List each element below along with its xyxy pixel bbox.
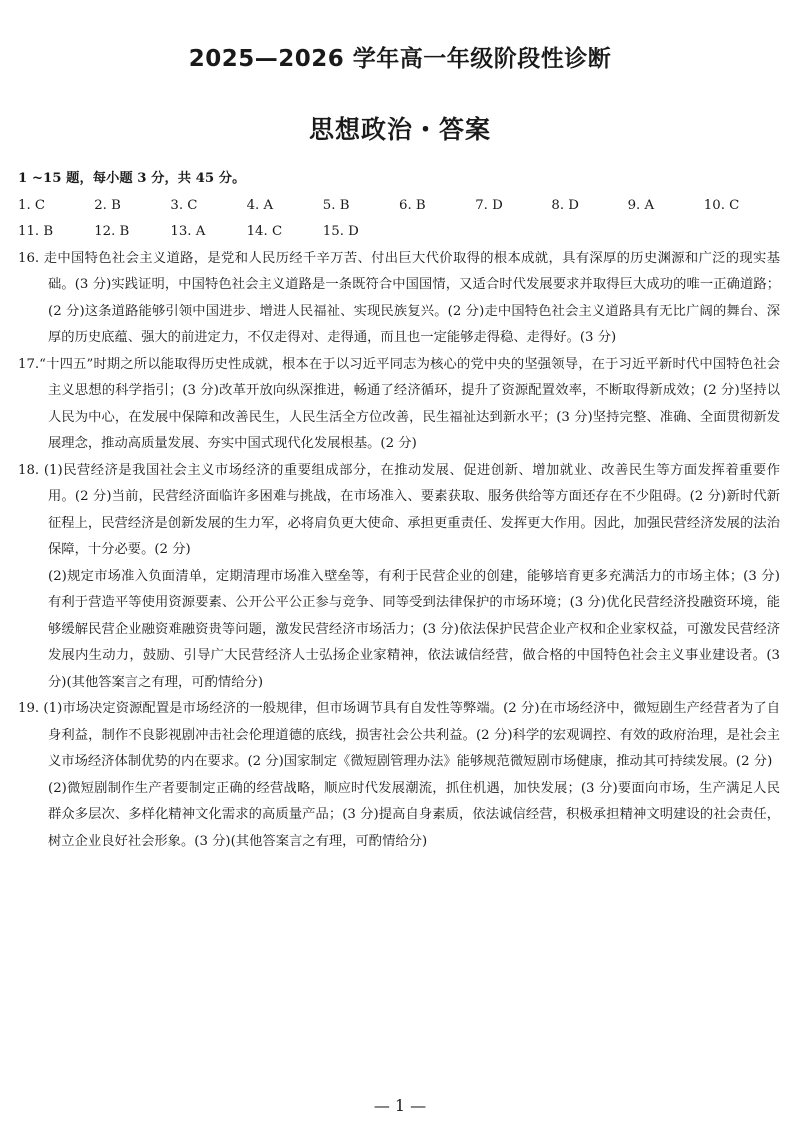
mc-answer: 10. C xyxy=(703,197,740,213)
mc-answer: 2. B xyxy=(94,197,121,213)
mc-answer: 15. D xyxy=(322,224,359,239)
mc-answer: 12. B xyxy=(94,224,130,239)
mc-answer: 5. B xyxy=(322,197,350,213)
page-number: — 1 — xyxy=(373,1096,427,1115)
mc-answer: 3. C xyxy=(170,197,198,213)
exam-title: 2025—2026 学年高一年级阶段性诊断 xyxy=(188,46,612,72)
multiple-choice-header: 1 ~15 题，每小题 3 分，共 45 分。 xyxy=(18,171,246,186)
mc-answer: 14. C xyxy=(246,224,283,239)
mc-answer: 1. C xyxy=(18,197,46,213)
mc-answer: 9. A xyxy=(627,197,655,213)
mc-answer: 13. A xyxy=(170,224,206,239)
answer-content xyxy=(18,166,780,855)
answer-question-19-part-1: 19. (1)市场决定资源配置是市场经济的一般规律，但市场调节具有自发性等弊端。(2 分)在市场经济中，微短剧生产经营者为了自身利益，制作不良影视剧冲击社会伦理道德的底线，损害社会公共利益。(2 分)科学的宏观调控、有效的政府治理，是社会主义市场经济体制优势的内在要求。(2 分)国家制定《微短剧管理办法》能够规范微短剧市场健康，推动其可持续发展。(2 分) xyxy=(18,701,780,769)
answer-question-16: 16. 走中国特色社会主义道路，是党和人民历经千辛万苦、付出巨大代价取得的根本成就，具有深厚的历史渊源和广泛的现实基础。(3 分)实践证明，中国特色社会主义道路是一条既符合中国国情，又适合时代发展要求并取得巨大成功的唯一正确道路；(2 分)这条道路能够引领中国进步、增进人民福祉、实现民族复兴。(2 分)走中国特色社会主义道路具有无比广阔的舞台、深厚的历史底蕴、强大的前进定力，不仅走得对、走得通，而且也一定能够走得稳、走得好。(3 分) xyxy=(18,250,780,345)
answer-question-18-part-2: (2)规定市场准入负面清单，定期清理市场准入壁垒等，有利于民营企业的创建，能够培育更多充满活力的市场主体；(3 分)有利于营造平等使用资源要素、公开公平公正参与竞争、同等受到法律保护的市场环境；(3 分)优化民营经济投融资环境，能够缓解民营企业融资难融资贵等问题，激发民营经济市场活力；(3 分)依法保护民营企业产权和企业家权益，可激发民营经济发展内生动力，鼓励、引导广大民营经济人士弘扬企业家精神，依法诚信经营，做合格的中国特色社会主义事业建设者。(3 分)(其他答案言之有理，可酌情给分) xyxy=(48,568,780,690)
answer-question-19-part-2: (2)微短剧制作生产者要制定正确的经营战略，顺应时代发展潮流，抓住机遇，加快发展；(3 分)要面向市场，生产满足人民群众多层次、多样化精神文化需求的高质量产品；(3 分)提高自身素质，依法诚信经营，积极承担精神文明建设的社会责任，树立企业良好社会形象。(3 分)(其他答案言之有理，可酌情给分) xyxy=(48,780,780,849)
mc-answer: 4. A xyxy=(246,197,274,213)
mc-answer: 6. B xyxy=(398,197,426,213)
mc-answer: 7. D xyxy=(475,197,503,213)
multiple-choice-answers xyxy=(18,193,780,246)
mc-answer: 11. B xyxy=(18,224,54,239)
subject-title: 思想政治・答案 xyxy=(308,115,491,144)
answer-question-18-part-1: 18. (1)民营经济是我国社会主义市场经济的重要组成部分，在推动发展、促进创新、增加就业、改善民生等方面发挥着重要作用。(2 分)当前，民营经济面临许多困难与挑战，在市场准入、要素获取、服务供给等方面还存在不少阻碍。(2 分)新时代新征程上，民营经济是创新发展的生力军，必将肩负更大使命、承担更重责任、发挥更大作用。因此，加强民营经济发展的法治保障，十分必要。(2 分) xyxy=(18,462,780,557)
answer-question-17: 17.“十四五”时期之所以能取得历史性成就，根本在于以习近平同志为核心的党中央的坚强领导，在于习近平新时代中国特色社会主义思想的科学指引；(3 分)改革开放向纵深推进，畅通了经济循环，提升了资源配置效率，不断取得新成效；(2 分)坚持以人民为中心，在发展中保障和改善民生，人民生活全方位改善，民生福祉达到新水平；(3 分)坚持完整、准确、全面贯彻新发展理念，推动高质量发展、夯实中国式现代化发展根基。(2 分) xyxy=(18,356,780,451)
mc-answer: 8. D xyxy=(551,197,579,213)
